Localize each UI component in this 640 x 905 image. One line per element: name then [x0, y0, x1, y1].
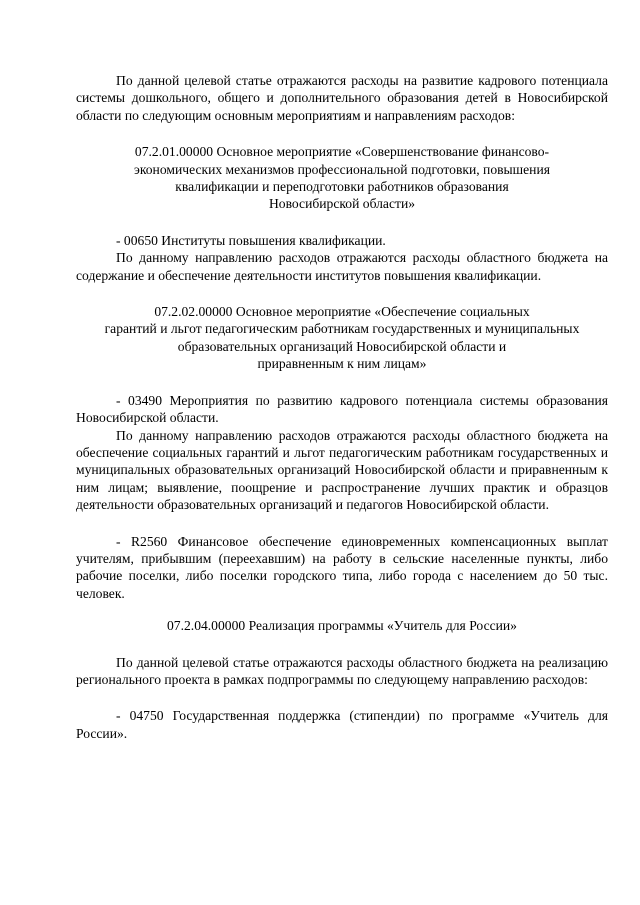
section-heading-07-2-04	[76, 617, 608, 634]
section-heading-07-2-02	[76, 303, 608, 373]
heading-line: 07.2.01.00000 Основное мероприятие «Совершенствование финансово-	[134, 144, 550, 160]
intro-paragraph: По данной целевой статье отражаются расходы на развитие кадрового потенциала системы дошкольного, общего и дополнительного образования детей в Новосибирской области по следующим основным мероприятиям и направлениям расходов:	[76, 73, 608, 123]
heading-line: 07.2.04.00000 Реализация программы «Учитель для России»	[167, 618, 517, 634]
heading-line: приравненным к ним лицам»	[257, 356, 427, 372]
item-00650-description: По данному направлению расходов отражаются расходы областного бюджета на содержание и обеспечение деятельности институтов повышения квалификации.	[76, 250, 608, 283]
heading-line: 07.2.02.00000 Основное мероприятие «Обеспечение социальных	[154, 304, 530, 320]
item-00650-title: - 00650 Институты повышения квалификации.	[116, 232, 386, 248]
section-heading-07-2-01	[76, 143, 608, 213]
heading-line: экономических механизмов профессиональной подготовки, повышения	[134, 161, 550, 177]
item-03490-title: - 03490 Мероприятия по развитию кадрового потенциала системы образования Новосибирской области.	[76, 392, 608, 426]
item-03490-description: По данному направлению расходов отражаются расходы областного бюджета на обеспечение социальных гарантий и льгот педагогическим работникам государственных и муниципальных образовательных организаций Новосибирской области и приравненным к ним лицам; выявление, поощрение и распространение лучших практик и образцов деятельности образовательных организаций и педагогов Новосибирской области.	[76, 427, 608, 513]
heading-line: гарантий и льгот педагогическим работникам государственных и муниципальных	[104, 321, 580, 337]
heading-line: Новосибирской области»	[268, 196, 416, 212]
heading-line: образовательных организаций Новосибирской области и	[177, 338, 507, 354]
outro-paragraph: По данной целевой статье отражаются расходы областного бюджета на реализацию регионального проекта в рамках подпрограммы по следующему направлению расходов:	[76, 654, 608, 687]
heading-line: квалификации и переподготовки работников образования	[175, 179, 509, 195]
item-04750-title: - 04750 Государственная поддержка (стипендии) по программе «Учитель для России».	[76, 708, 608, 741]
item-r2560-title: - R2560 Финансовое обеспечение единовременных компенсационных выплат учителям, прибывшим (переехавшим) на работу в сельские населенные пункты, либо рабочие поселки, либо поселки городского типа, либо города с населением до 50 тыс. человек.	[76, 533, 608, 601]
